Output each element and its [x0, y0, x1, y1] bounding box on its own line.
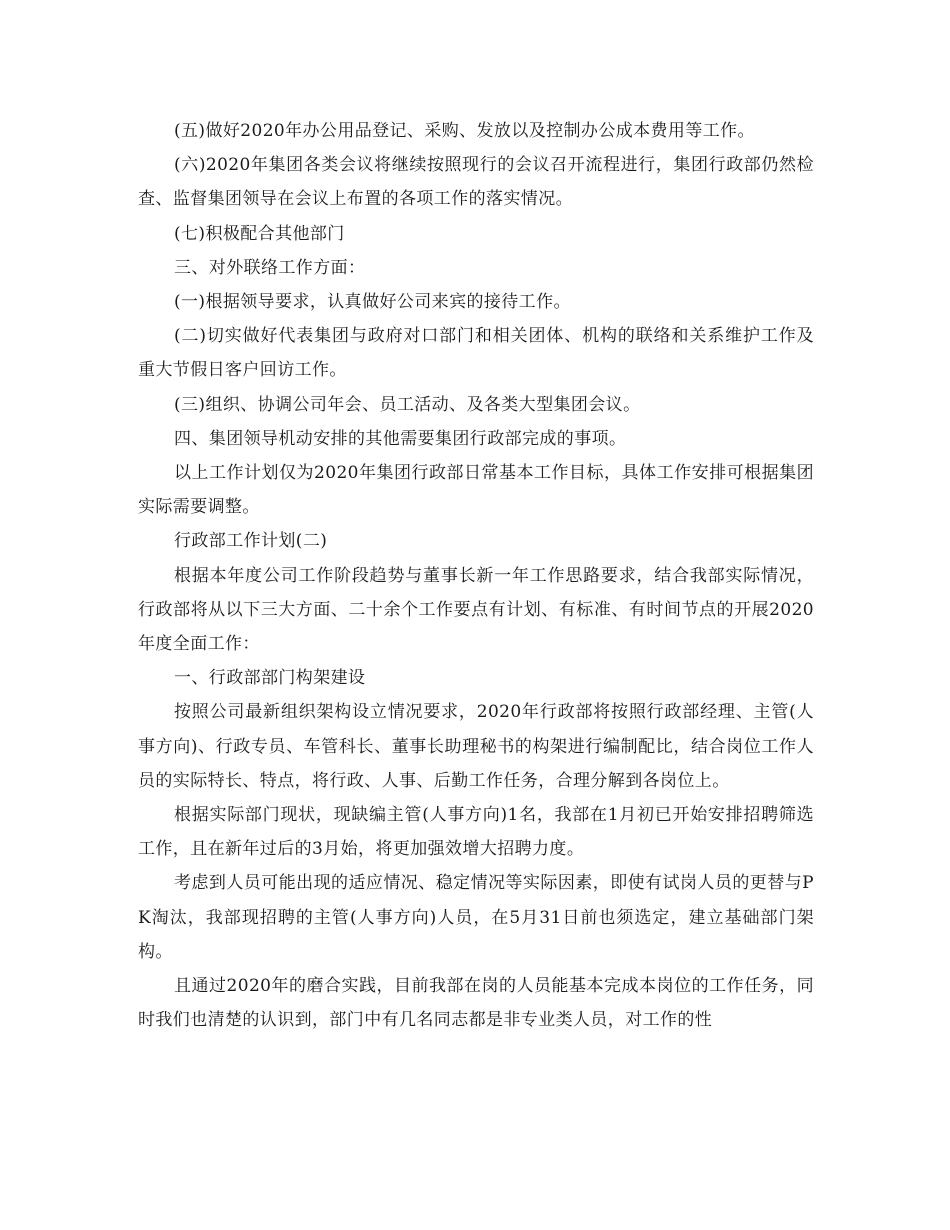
- section-heading-3: 三、对外联络工作方面：: [174, 257, 366, 278]
- paragraph-14: 根据实际部门现状，现缺编主管(人事方向)1名，我部在1月初已开始安排招聘筛选工作，且在新年过后的3月始，将更加强效增大招聘力度。: [138, 805, 814, 860]
- section-heading-1: 一、行政部部门构架建设: [174, 668, 366, 689]
- paragraph-5: (一)根据领导要求，认真做好公司来宾的接待工作。: [174, 292, 571, 313]
- paragraph-2: (六)2020年集团各类会议将继续按照现行的会议召开流程进行，集团行政部仍然检查、监督集团领导在会议上布置的各项工作的落实情况。: [138, 155, 814, 210]
- paragraph-11: 根据本年度公司工作阶段趋势与董事长新一年工作思路要求，结合我部实际情况，行政部将从以下三大方面、二十余个工作要点有计划、有标准、有时间节点的开展2020年度全面工作：: [138, 565, 814, 655]
- paragraph-6: (二)切实做好代表集团与政府对口部门和相关团体、机构的联络和关系维护工作及重大节假日客户回访工作。: [138, 326, 814, 381]
- paragraph-15: 考虑到人员可能出现的适应情况、稳定情况等实际因素，即使有试岗人员的更替与PK淘汰，我部现招聘的主管(人事方向)人员，在5月31日前也须选定，建立基础部门架构。: [138, 873, 814, 962]
- document-subtitle: 行政部工作计划(二): [174, 531, 328, 552]
- paragraph-3: (七)积极配合其他部门: [174, 223, 345, 244]
- document-body: [138, 114, 814, 1037]
- paragraph-9: 以上工作计划仅为2020年集团行政部日常基本工作目标，具体工作安排可根据集团实际需要调整。: [138, 463, 814, 518]
- section-heading-4: 四、集团领导机动安排的其他需要集团行政部完成的事项。: [174, 428, 627, 449]
- paragraph-7: (三)组织、协调公司年会、员工活动、及各类大型集团会议。: [174, 394, 641, 415]
- paragraph-13: 按照公司最新组织架构设立情况要求，2020年行政部将按照行政部经理、主管(人事方向)、行政专员、车管科长、董事长助理秘书的构架进行编制配比，结合岗位工作人员的实际特长、特点，将行政、人事、后勤工作任务，合理分解到各岗位上。: [138, 702, 814, 791]
- paragraph-16: 且通过2020年的磨合实践，目前我部在岗的人员能基本完成本岗位的工作任务，同时我们也清楚的认识到，部门中有几名同志都是非专业类人员，对工作的性: [138, 976, 814, 1031]
- paragraph-1: (五)做好2020年办公用品登记、采购、发放以及控制办公成本费用等工作。: [174, 121, 755, 141]
